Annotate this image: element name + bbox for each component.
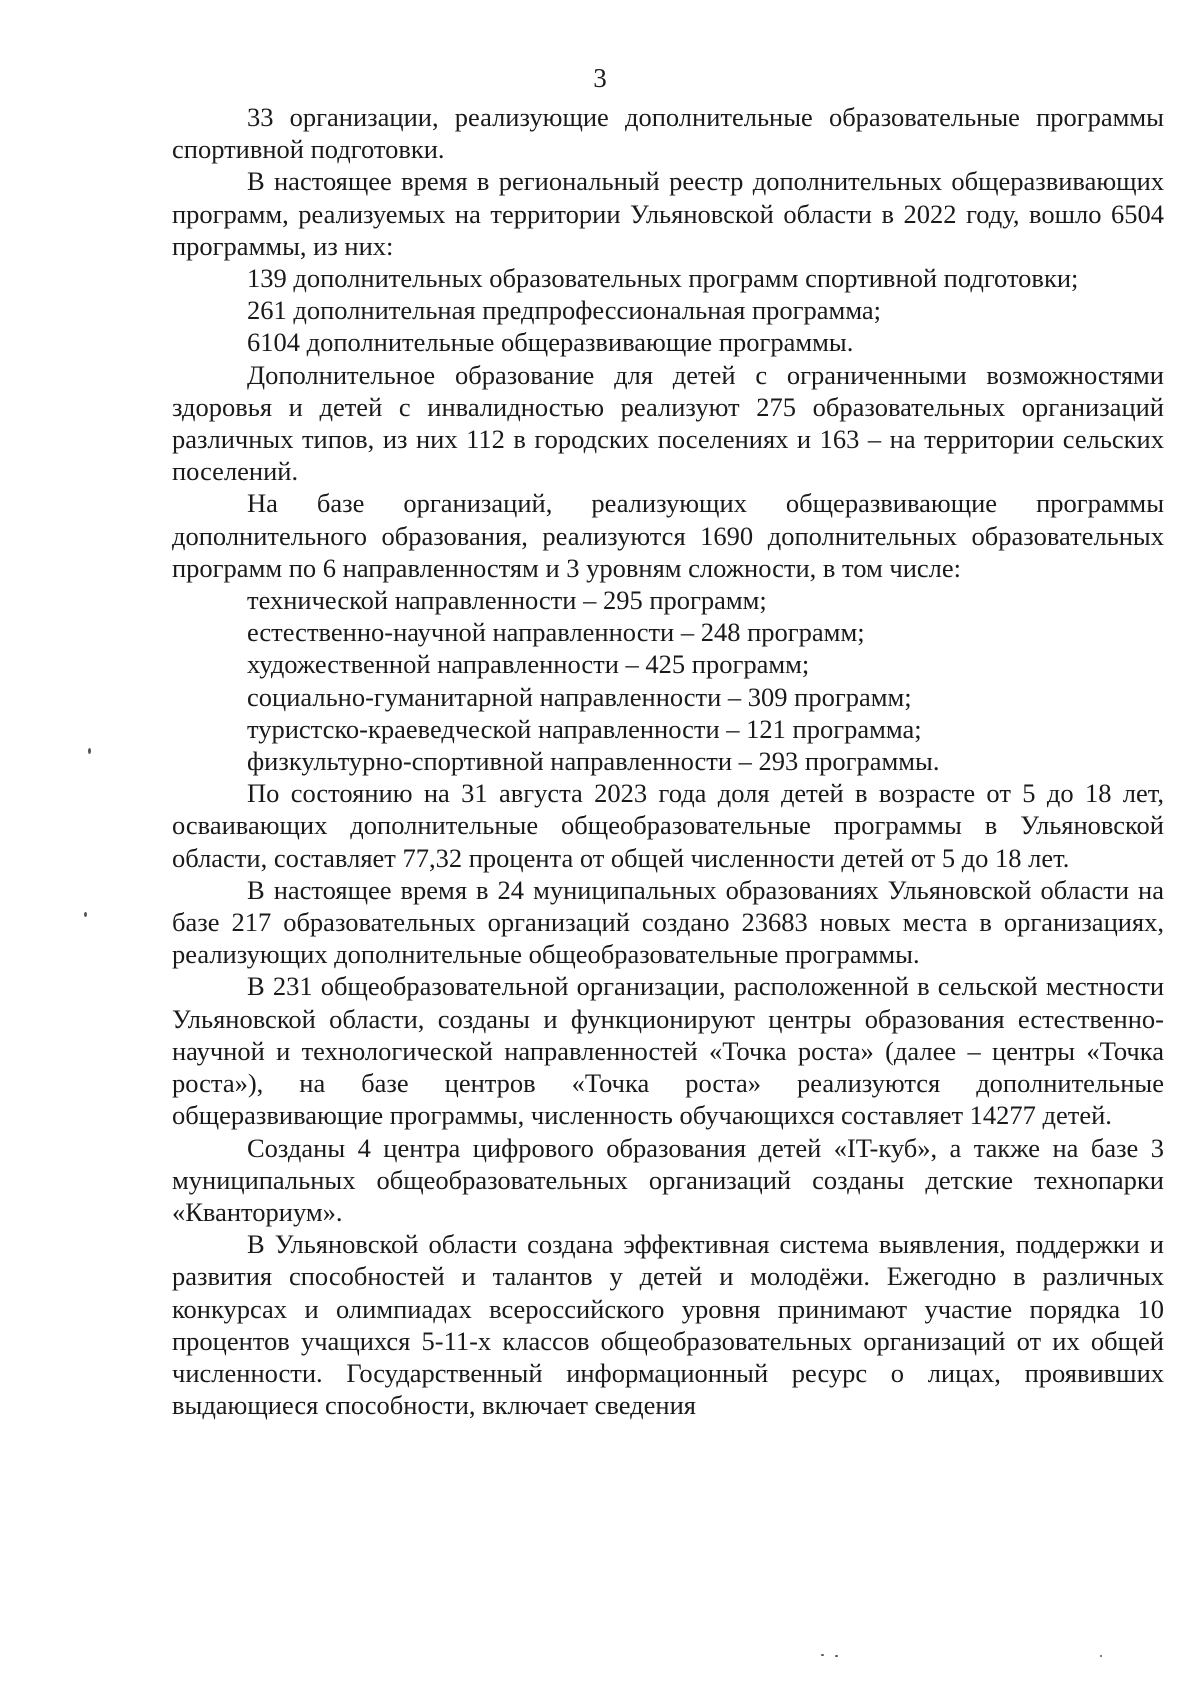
paragraph: В 231 общеобразовательной организации, расположенной в сельской местности Ульяновской области, созданы и функционируют центры образования естественно-научной и технологической направленностей «Точка роста» (далее – центры «Точка роста»), на базе центров «Точка роста» реализуются дополнительные общеразвивающие программы, численность обучающихся составляет 14277 детей. bbox=[172, 971, 1164, 1131]
document-body bbox=[172, 101, 1164, 1421]
paragraph: 33 организации, реализующие дополнительные образовательные программы спортивной подготовки. bbox=[172, 102, 1164, 165]
paragraph: В Ульяновской области создана эффективная система выявления, поддержки и развития способностей и талантов у детей и молодёжи. Ежегодно в различных конкурсах и олимпиадах всероссийского уровня принимают участие порядка 10 процентов учащихся 5-11-х классов общеобразовательных организаций от их общей численности. Государственный информационный ресурс о лицах, проявивших выдающиеся способности, включает сведения bbox=[172, 1229, 1164, 1421]
paragraph: В настоящее время в 24 муниципальных образованиях Ульяновской области на базе 217 образовательных организаций создано 23683 новых места в организациях, реализующих дополнительные общеобразовательные программы. bbox=[172, 874, 1164, 970]
list-item: художественной направленности – 425 программ; bbox=[247, 649, 810, 680]
paragraph: В настоящее время в региональный реестр дополнительных общеразвивающих программ, реализуемых на территории Ульяновской области в 2022 году, вошло 6504 программы, из них: bbox=[172, 166, 1164, 261]
list-item: туристско-краеведческой направленности – 121 программа; bbox=[247, 713, 922, 744]
list-item: 6104 дополнительные общеразвивающие программы. bbox=[247, 327, 854, 358]
paragraph: На базе организаций, реализующих общеразвивающие программы дополнительного образования, реализуются 1690 дополнительных образовательных программ по 6 направленностям и 3 уровням сложности, в том числе: bbox=[172, 488, 1164, 583]
list-item: физкультурно-спортивной направленности – 293 программы. bbox=[247, 746, 940, 777]
scan-speck bbox=[84, 912, 87, 917]
paragraph: Дополнительное образование для детей с ограниченными возможностями здоровья и детей с инвалидностью реализуют 275 образовательных организаций различных типов, из них 112 в городских поселениях и 163 – на территории сельских поселений. bbox=[172, 359, 1164, 487]
scan-speck bbox=[821, 1654, 824, 1656]
list-item: 139 дополнительных образовательных программ спортивной подготовки; bbox=[247, 263, 1079, 294]
list-item: естественно-научной направленности – 248 программ; bbox=[247, 617, 865, 648]
scan-speck bbox=[1100, 1655, 1102, 1657]
page-number: 3 bbox=[593, 63, 607, 93]
paragraph: Созданы 4 центра цифрового образования детей «IT-куб», а также на базе 3 муниципальных общеобразовательных организаций созданы детские технопарки «Кванториум». bbox=[172, 1132, 1164, 1227]
list-item: 261 дополнительная предпрофессиональная программа; bbox=[247, 295, 882, 326]
scan-speck bbox=[88, 748, 91, 754]
list-item: социально-гуманитарной направленности – 309 программ; bbox=[247, 681, 912, 712]
list-item: технической направленности – 295 программ; bbox=[247, 585, 767, 616]
paragraph: По состоянию на 31 августа 2023 года доля детей в возрасте от 5 до 18 лет, осваивающих дополнительные общеобразовательные программы в Ульяновской области, составляет 77,32 процента от общей численности детей от 5 до 18 лет. bbox=[172, 778, 1164, 873]
scan-speck bbox=[835, 1655, 838, 1657]
